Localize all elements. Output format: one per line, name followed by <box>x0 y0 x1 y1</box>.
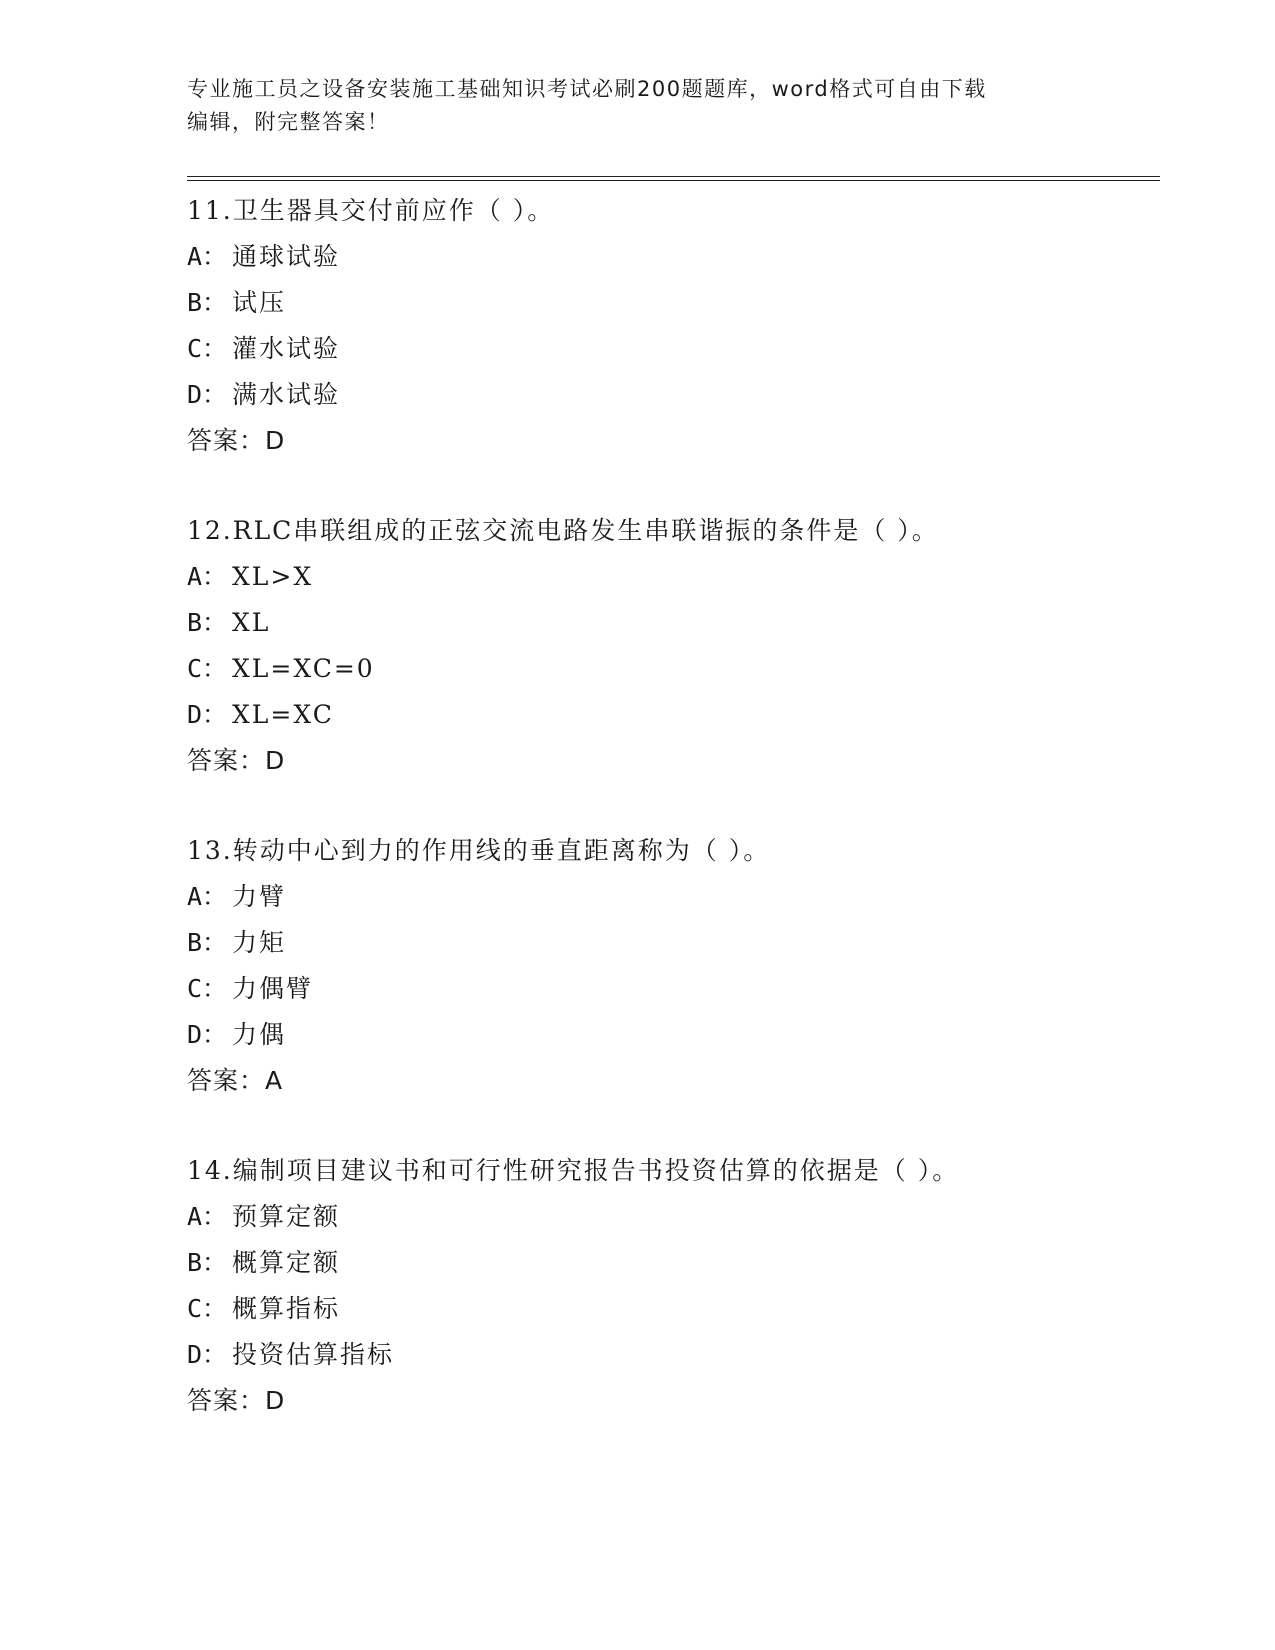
header-divider <box>187 176 1160 181</box>
option-key: C： <box>187 654 228 683</box>
answer-line: 答案：A <box>187 1066 284 1095</box>
option-a <box>187 1194 1187 1240</box>
option-b <box>187 1240 1187 1286</box>
option-text: XL=XC <box>232 700 334 729</box>
answer-line: 答案：D <box>187 426 286 455</box>
option-text: 概算定额 <box>232 1248 341 1277</box>
option-a <box>187 874 1187 920</box>
option-b <box>187 280 1187 326</box>
option-text: 灌水试验 <box>232 334 341 363</box>
option-key: D： <box>187 1020 228 1049</box>
answer-line: 答案：D <box>187 1386 286 1415</box>
option-d <box>187 372 1187 418</box>
option-key: D： <box>187 1340 228 1369</box>
option-key: A： <box>187 562 228 591</box>
option-key: C： <box>187 334 228 363</box>
option-c <box>187 646 1187 692</box>
option-b <box>187 600 1187 646</box>
question-stem: 12.RLC串联组成的正弦交流电路发生串联谐振的条件是（ ）。 <box>187 516 939 545</box>
option-key: D： <box>187 380 228 409</box>
option-c <box>187 326 1187 372</box>
option-text: XL <box>232 608 271 637</box>
option-key: B： <box>187 928 228 957</box>
option-c <box>187 1286 1187 1332</box>
option-text: XL=XC=0 <box>232 654 375 683</box>
question-11 <box>187 188 1187 464</box>
option-text: 通球试验 <box>232 242 341 271</box>
option-key: B： <box>187 288 228 317</box>
option-text: XL>X <box>232 562 314 591</box>
question-14 <box>187 1148 1187 1424</box>
option-text: 投资估算指标 <box>232 1340 395 1369</box>
header-title-line2: 编辑，附完整答案！ <box>187 110 390 134</box>
option-text: 预算定额 <box>232 1202 341 1231</box>
option-text: 力偶臂 <box>232 974 314 1003</box>
option-c <box>187 966 1187 1012</box>
option-a <box>187 554 1187 600</box>
option-key: D： <box>187 700 228 729</box>
option-key: C： <box>187 974 228 1003</box>
option-d <box>187 1012 1187 1058</box>
option-text: 力矩 <box>232 928 287 957</box>
option-d <box>187 692 1187 738</box>
option-key: A： <box>187 882 228 911</box>
question-12 <box>187 508 1187 784</box>
option-text: 试压 <box>232 288 287 317</box>
document-header <box>187 73 1087 139</box>
option-a <box>187 234 1187 280</box>
option-text: 满水试验 <box>232 380 341 409</box>
question-stem: 11.卫生器具交付前应作（ ）。 <box>187 196 555 225</box>
option-key: B： <box>187 608 228 637</box>
answer-line: 答案：D <box>187 746 286 775</box>
header-title-line1: 专业施工员之设备安装施工基础知识考试必刷200题题库，word格式可自由下载 <box>187 77 987 101</box>
option-key: C： <box>187 1294 228 1323</box>
option-b <box>187 920 1187 966</box>
question-stem: 13.转动中心到力的作用线的垂直距离称为（ ）。 <box>187 836 771 865</box>
question-13 <box>187 828 1187 1104</box>
option-d <box>187 1332 1187 1378</box>
option-key: A： <box>187 1202 228 1231</box>
option-text: 概算指标 <box>232 1294 341 1323</box>
option-key: A： <box>187 242 228 271</box>
option-text: 力臂 <box>232 882 287 911</box>
question-stem: 14.编制项目建议书和可行性研究报告书投资估算的依据是（ ）。 <box>187 1156 960 1185</box>
option-text: 力偶 <box>232 1020 287 1049</box>
option-key: B： <box>187 1248 228 1277</box>
